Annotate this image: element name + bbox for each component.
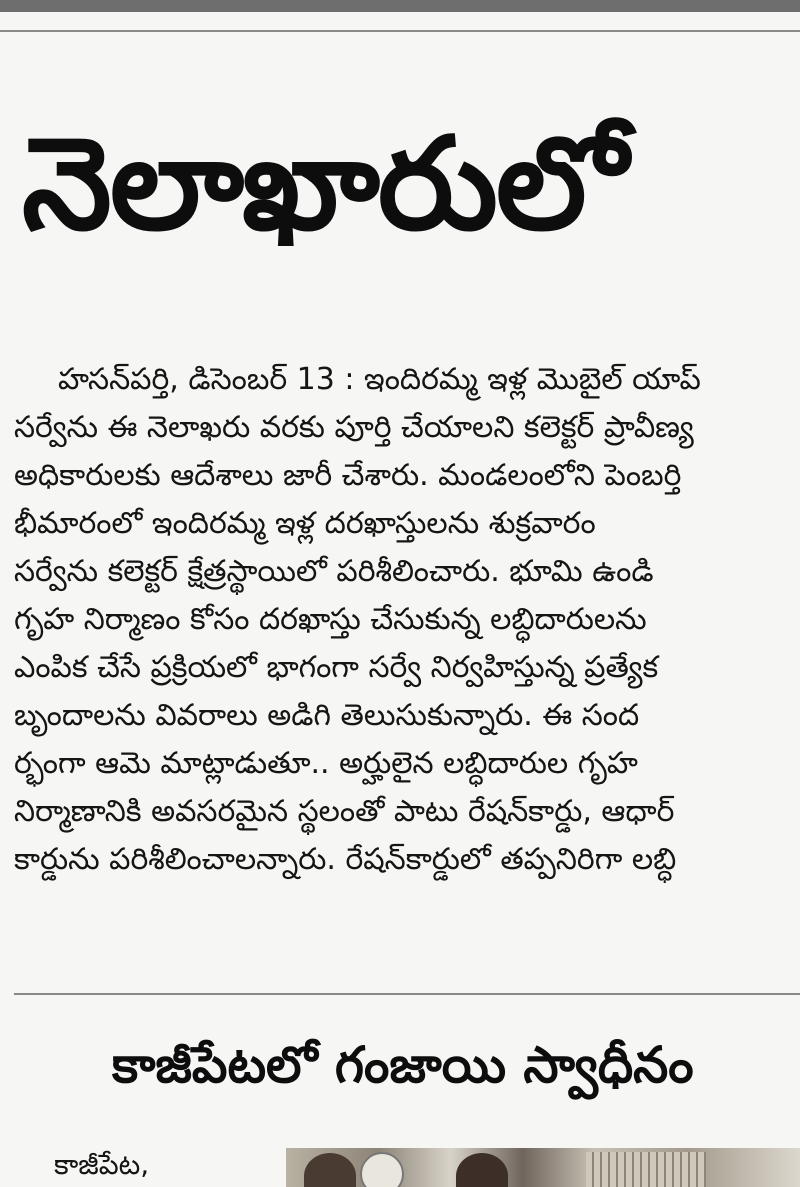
emblem-graphic [360,1152,404,1187]
article-line: కార్డును పరిశీలించాలన్నారు. రేషన్‌కార్డులో తప్పనిరిగా లబ్ధి [14,842,677,877]
article-line: హసన్‌పర్తి, డిసెంబర్ 13 : ఇందిరమ్మ ఇళ్ల మొబైల్ యాప్ [58,362,701,397]
article-line: అధికారులకు ఆదేశాలు జారీ చేశారు. మండలంలోని పెంబర్తి [14,458,682,493]
person-figure [304,1153,356,1187]
top-border-bar [0,0,800,12]
article-line: సర్వేను ఈ నెలాఖరు వరకు పూర్తి చేయాలని కలెక్టర్ ప్రావీణ్య [14,410,694,445]
second-article-dateline: కాజీపేట, [54,1148,150,1181]
article-line: గృహ నిర్మాణం కోసం దరఖాస్తు చేసుకున్న లబ్ధిదారులను [14,602,647,637]
section-divider [14,993,800,995]
article-line: సర్వేను కలెక్టర్ క్షేత్రస్థాయిలో పరిశీలించారు. భూమి ఉండి [14,554,654,589]
article-line: ర్భంగా ఆమె మాట్లాడుతూ.. అర్హులైన లబ్ధిదారుల గృహ [14,746,638,781]
article-line: భీమారంలో ఇందిరమ్మ ఇళ్ల దరఖాస్తులను శుక్రవారం [14,506,596,541]
second-article-headline: కాజీపేటలో గంజాయి స్వాధీనం [112,1036,694,1094]
window-grille [586,1152,706,1187]
news-photo [286,1148,800,1187]
person-figure [456,1153,508,1187]
article-line: నిర్మాణానికి అవసరమైన స్థలంతో పాటు రేషన్‌కార్డు, ఆధార్ [14,794,675,829]
page-headline: నెలాఖారులో [22,110,626,259]
article-line: బృందాలను వివరాలు అడిగి తెలుసుకున్నారు. ఈ సంద [14,698,640,733]
article-line: ఎంపిక చేసే ప్రక్రియలో భాగంగా సర్వే నిర్వహిస్తున్న ప్రత్యేక [14,650,659,685]
top-divider [0,30,800,32]
